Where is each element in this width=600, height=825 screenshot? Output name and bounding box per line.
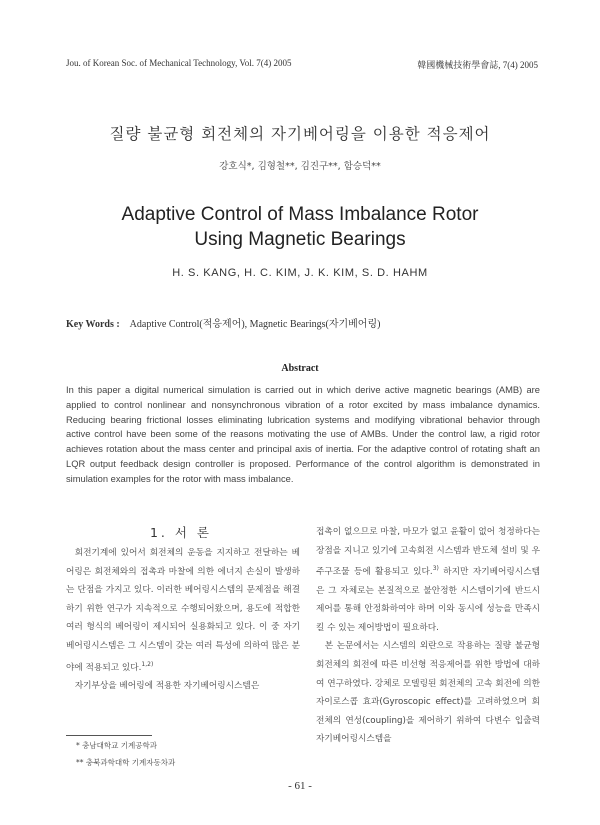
intro-paragraph-1	[66, 544, 300, 677]
english-authors: H. S. KANG, H. C. KIM, J. K. KIM, S. D. HAHM	[172, 267, 428, 279]
citation-ref: 1,2)	[141, 660, 154, 668]
abstract-title: Abstract	[281, 363, 319, 374]
keywords	[66, 315, 380, 330]
intro-paragraph-3	[316, 523, 540, 637]
intro-paragraph-4: 본 논문에서는 시스템의 외란으로 작용하는 질량 불균형 회전체의 회전에 따른 비선형 적응제어를 위한 방법에 대하여 연구하였다. 강체로 모델링된 회전체의 고속 회전에 의한 자이로스콥 효과(Gyroscopic effect)를 고려하였으며 회전체의 연성(coupling)을 제어하기 위하여 다변수 입출력 자기베어링시스템을	[316, 641, 540, 745]
journal-header-right: 韓國機械技術學會誌, 7(4) 2005	[417, 60, 538, 70]
footnote-affiliation-1: * 충남대학교 기계공학과	[76, 741, 157, 750]
journal-header-left: Jou. of Korean Soc. of Mechanical Technology, Vol. 7(4) 2005	[66, 58, 292, 68]
english-title-line1: Adaptive Control of Mass Imbalance Rotor	[121, 204, 479, 225]
right-column	[316, 523, 540, 749]
citation-ref: 3)	[432, 565, 439, 573]
intro-paragraph-3-text-b: 하지만 자기베어링시스템은 그 자체로는 본질적으로 불안정한 시스템이기에 반드시 제어를 통해 안정화하여야 하며 이와 동시에 성능을 만족시킬 수 있는 제어방법이 필요하다.	[316, 567, 540, 633]
footnote-affiliation-2: ** 충북과학대학 기계자동차과	[76, 758, 176, 767]
intro-paragraph-2: 자기부상을 베어링에 적용한 자기베어링시스템은	[74, 681, 260, 692]
left-column	[66, 544, 300, 696]
english-title	[0, 202, 600, 252]
keywords-label: Key Words :	[66, 319, 120, 330]
intro-paragraph-3-text-a: 접촉이 없으므로 마찰, 마모가 없고 윤활이 없어 청정하다는 장점을 지니고 있기에 고속회전 시스템과 반도체 설비 및 우주구조물 등에 활용되고 있다.	[316, 527, 540, 578]
intro-paragraph-1-text: 회전기계에 있어서 회전체의 운동을 지지하고 전달하는 베어링은 회전체와의 접촉과 마찰에 의한 에너지 손실이 발생하는 단점을 가지고 있다. 이러한 베어링시스템의 문제점을 해결하기 위한 연구가 지속적으로 수행되어왔으며, 용도에 적합한 여러 형식의 베어링이 제시되어 실용화되고 있다. 이 중 자기베어링시스템은 그 시스템이 갖는 여러 특성에 의하여 많은 분야에 적용되고 있다.	[66, 548, 300, 673]
keywords-text: Adaptive Control(적응제어), Magnetic Bearings(자기베어링)	[129, 319, 381, 330]
english-title-line2: Using Magnetic Bearings	[194, 229, 406, 250]
korean-title: 질량 불균형 회전체의 자기베어링을 이용한 적응제어	[109, 125, 491, 143]
footnote-divider	[66, 735, 152, 736]
abstract-body: In this paper a digital numerical simulation is carried out in which derive active magnetic bearings (AMB) are applied to control nonlinear and nonsynchronous vibration of a rotor excited by mass imbalance dynamics. Reducing bearing frictional losses eliminating lubrication systems and modifying vibrational behavior through active control have been some of the reasons motivating the use of AMBs. Under the control law, a rigid rotor achieves rotation about the mass center and principal axis of inertia. For the adaptive control of rotating shaft an LQR output feedback design controller is proposed. Performance of the control algorithm is demonstrated in simulation examples for the rotor with mass imbalance.	[66, 385, 540, 484]
korean-authors: 강호식*, 김형철**, 김진구**, 함승덕**	[219, 161, 381, 172]
section-title-introduction: 1. 서 론	[149, 525, 213, 540]
page-number: - 61 -	[288, 780, 312, 792]
